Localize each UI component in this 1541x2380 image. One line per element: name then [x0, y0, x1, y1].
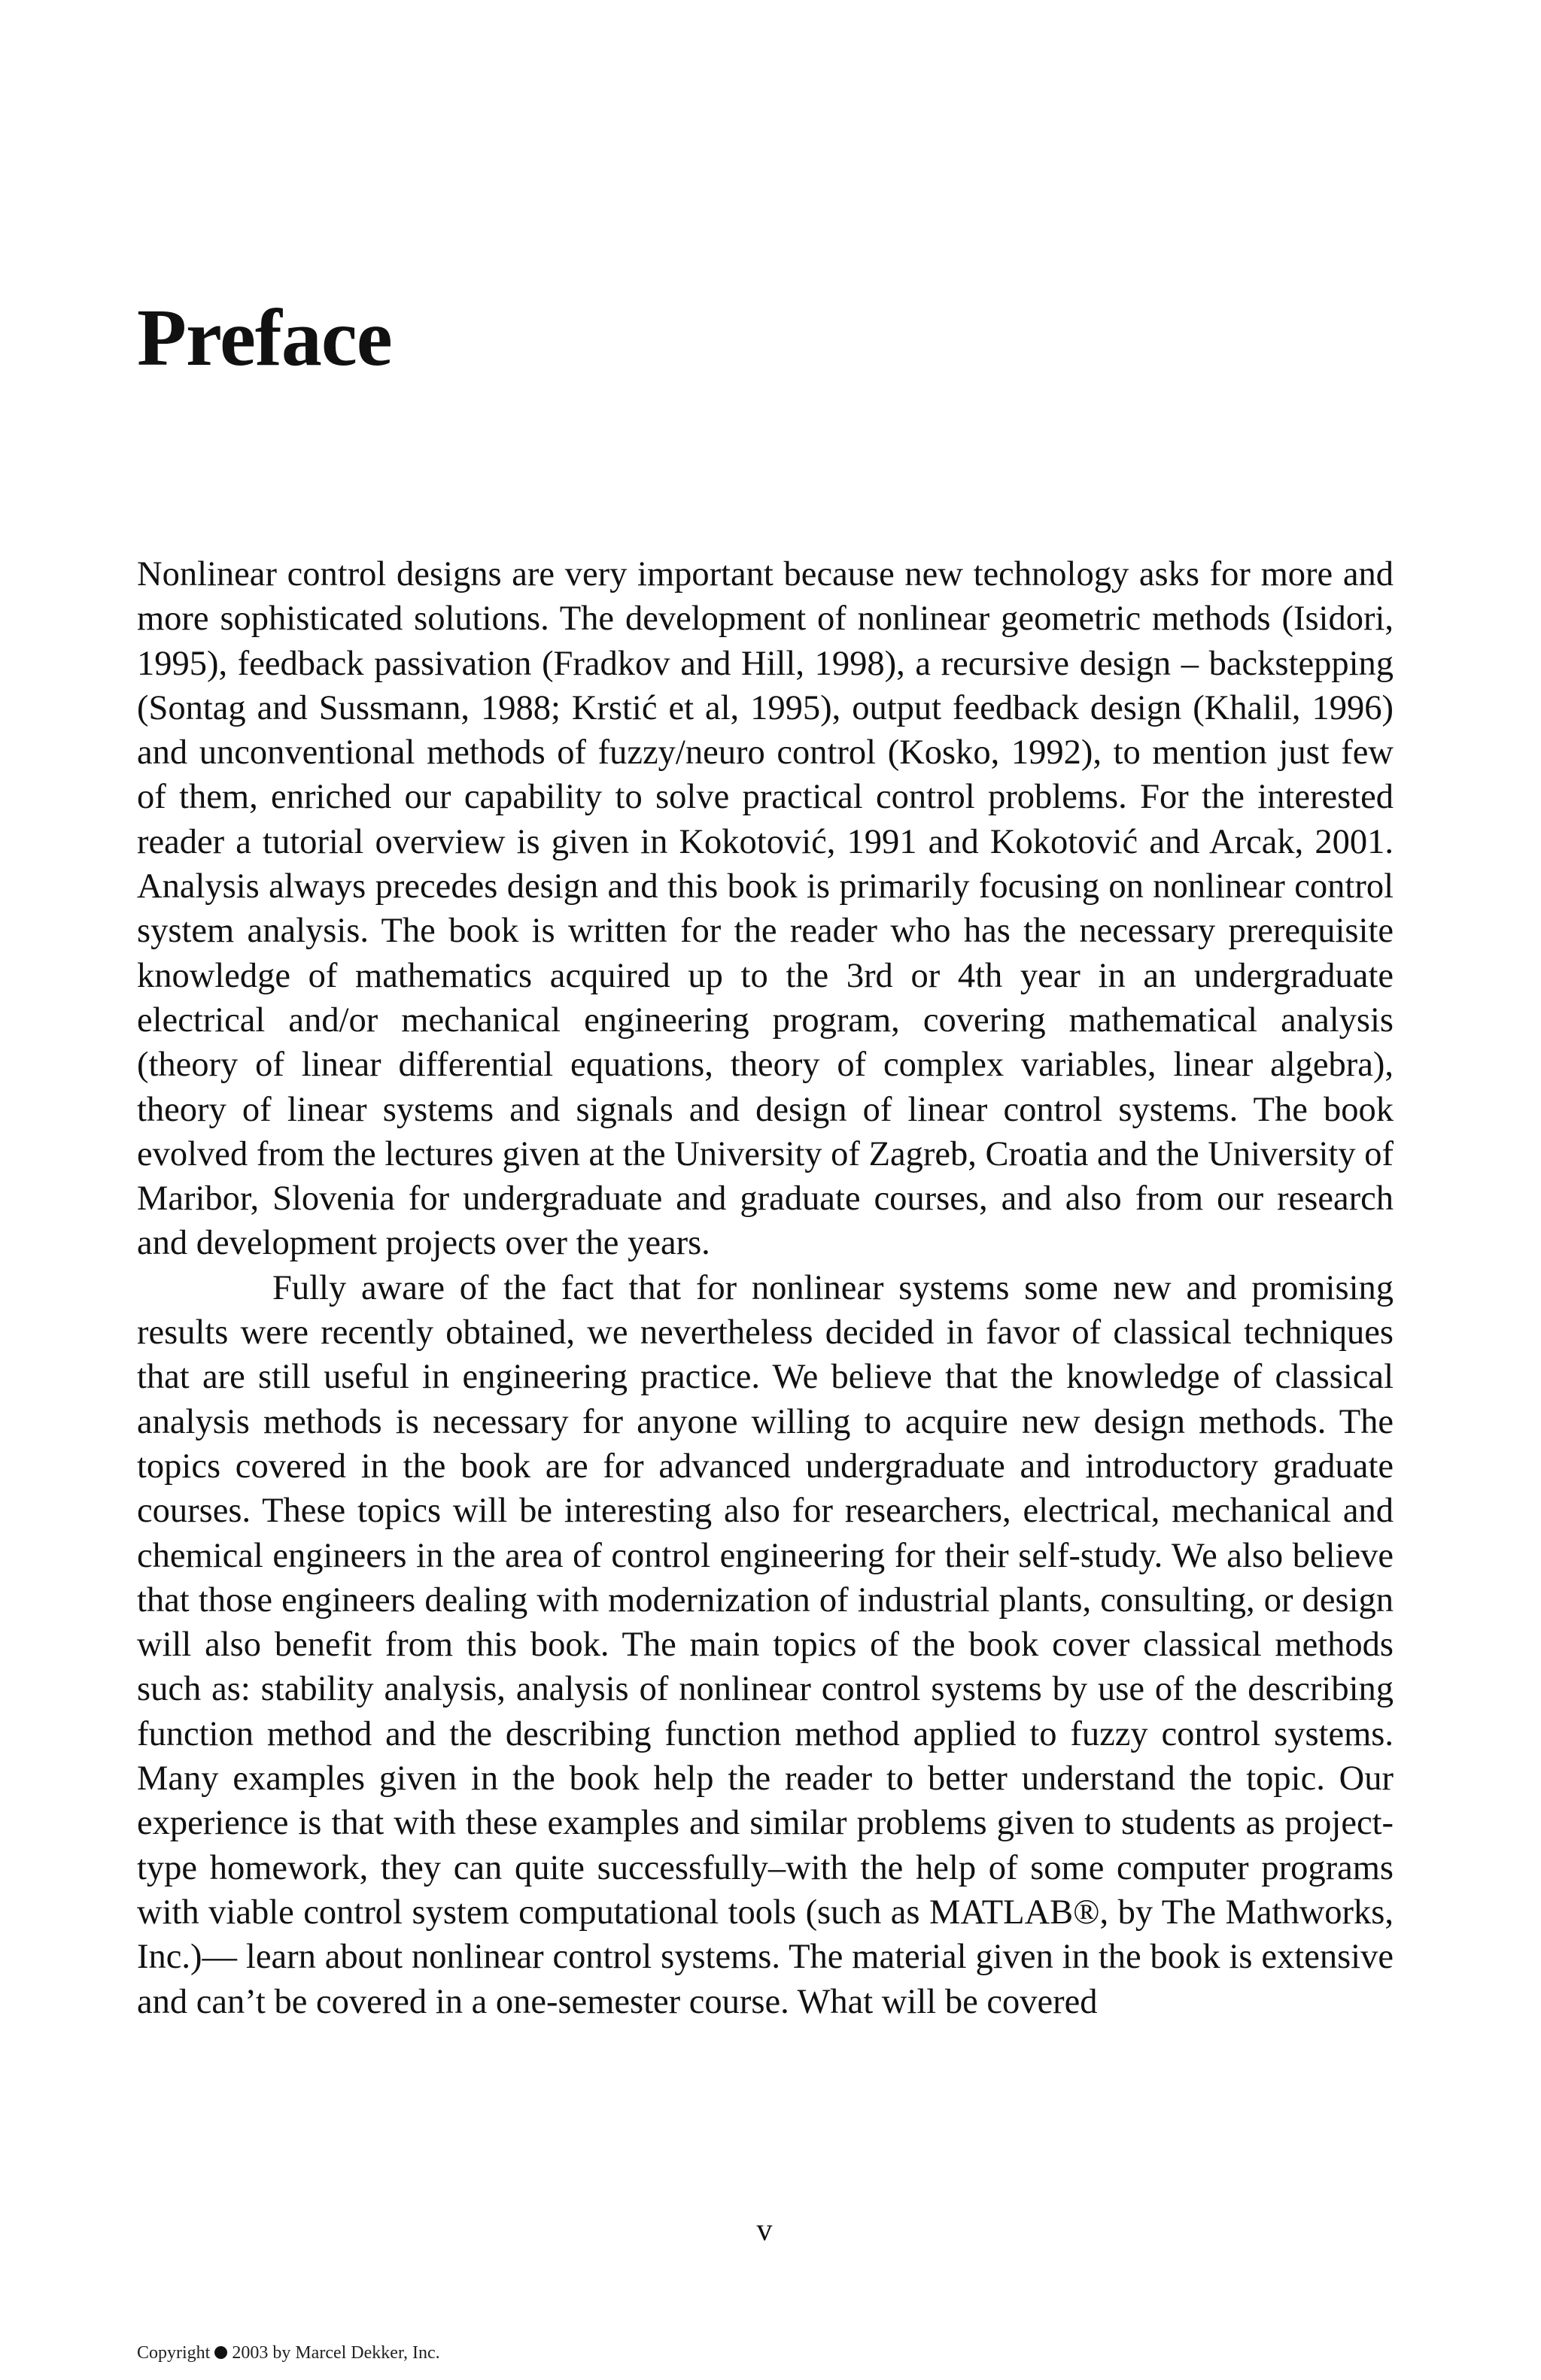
- bullet-icon: [214, 2346, 227, 2359]
- page-number: v: [756, 2213, 773, 2248]
- preface-paragraph-2: Fully aware of the fact that for nonlinear systems some new and promising results were recently obtained, we nevertheless decided in favor of classical techniques that are still useful in engineering practice. We believe that the knowledge of classical analysis methods is necessary for anyone willing to acquire new design methods. The topics covered in the book are for advanced undergraduate and introductory graduate courses. These topics will be interesting also for researchers, electrical, mechanical and chemical engineers in the area of control engineering for their self-study. We also believe that those engineers dealing with modernization of industrial plants, consulting, or design will also benefit from this book. The main topics of the book cover classical methods such as: stability analysis, analysis of nonlinear control systems by use of the describing function method and the describing function method applied to fuzzy control systems. Many examples given in the book help the reader to better understand the topic. Our experience is that with these examples and similar problems given to students as project-type homework, they can quite successfully–with the help of some computer programs with viable control system computational tools (such as MATLAB®, by The Mathworks, Inc.)— learn about nonlinear control systems. The material given in the book is extensive and can’t be covered in a one-semester course. What will be covered: [137, 1268, 1394, 2021]
- copyright-holder: 2003 by Marcel Dekker, Inc.: [232, 2343, 440, 2363]
- chapter-title: Preface: [137, 293, 392, 383]
- preface-body: [137, 552, 1394, 2024]
- copyright-notice: [137, 2344, 440, 2362]
- copyright-label: Copyright: [137, 2343, 211, 2363]
- preface-paragraph-1: Nonlinear control designs are very important because new technology asks for more and more sophisticated solutions. The development of nonlinear geometric methods (Isidori, 1995), feedback passivation (Fradkov and Hill, 1998), a recursive design – backstepping (Sontag and Sussmann, 1988; Krstić et al, 1995), output feedback design (Khalil, 1996) and unconventional methods of fuzzy/neuro control (Kosko, 1992), to mention just few of them, enriched our capability to solve practical control problems. For the interested reader a tutorial overview is given in Kokotović, 1991 and Kokotović and Arcak, 2001. Analysis always precedes design and this book is primarily focusing on nonlinear control system analysis. The book is written for the reader who has the necessary prerequisite knowledge of mathematics acquired up to the 3rd or 4th year in an undergraduate electrical and/or mechanical engineering program, covering mathematical analysis (theory of linear differential equations, theory of complex variables, linear algebra), theory of linear systems and signals and design of linear control systems. The book evolved from the lectures given at the University of Zagreb, Croatia and the University of Maribor, Slovenia for undergraduate and graduate courses, and also from our research and development projects over the years.: [137, 555, 1394, 1263]
